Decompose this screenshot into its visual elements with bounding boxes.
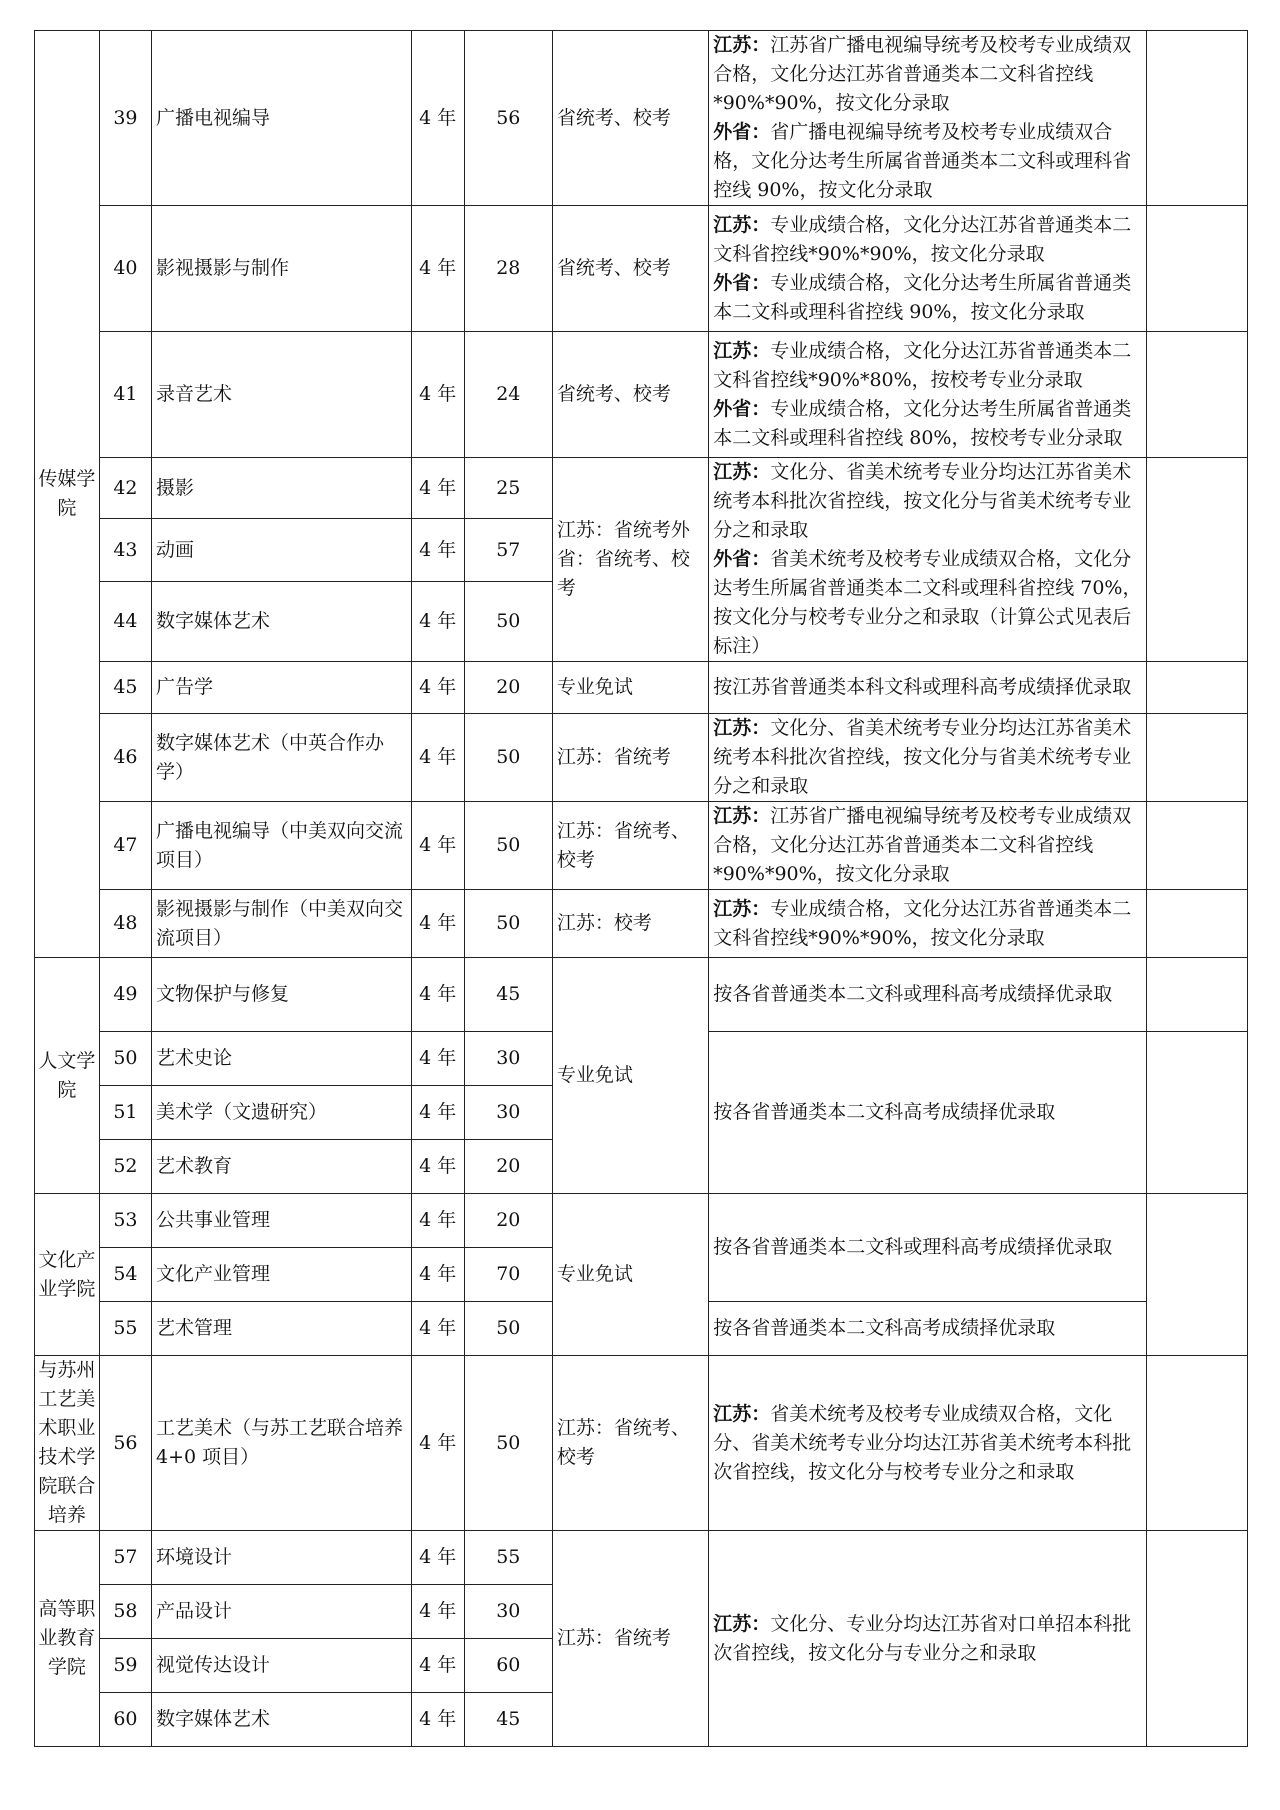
exam-type: 省统考、校考 (552, 31, 708, 206)
major-name: 摄影 (152, 458, 412, 519)
exam-type: 省统考、校考 (552, 206, 708, 332)
major-name: 数字媒体艺术 (152, 581, 412, 661)
quota: 25 (464, 458, 552, 519)
major-name: 广告学 (152, 662, 412, 714)
quota: 20 (464, 1140, 552, 1194)
remark-cell (1147, 1531, 1248, 1747)
table-row (35, 1531, 1248, 1585)
duration: 4 年 (411, 332, 464, 458)
major-name: 广播电视编导（中美双向交流项目） (152, 802, 412, 890)
major-name: 广播电视编导 (152, 31, 412, 206)
major-name: 文化产业管理 (152, 1248, 412, 1302)
quota: 20 (464, 662, 552, 714)
duration: 4 年 (411, 31, 464, 206)
quota: 55 (464, 1531, 552, 1585)
exam-type: 专业免试 (552, 1194, 708, 1356)
quota: 50 (464, 714, 552, 802)
duration: 4 年 (411, 958, 464, 1032)
duration: 4 年 (411, 802, 464, 890)
row-number: 59 (99, 1639, 151, 1693)
major-name: 数字媒体艺术 (152, 1693, 412, 1747)
exam-type: 专业免试 (552, 662, 708, 714)
quota: 30 (464, 1086, 552, 1140)
admission-rule: 江苏：江苏省广播电视编导统考及校考专业成绩双合格，文化分达江苏省普通类本二文科省控线*90%*90%，按文化分录取 外省：省广播电视编导统考及校考专业成绩双合格，文化分达考生所属省普通类本二文科或理科省控线 90%，按文化分录取 (709, 31, 1147, 206)
duration: 4 年 (411, 581, 464, 661)
quota: 70 (464, 1248, 552, 1302)
table-row (35, 206, 1248, 332)
quota: 30 (464, 1585, 552, 1639)
remark-cell (1147, 206, 1248, 332)
table-row (35, 1194, 1248, 1248)
duration: 4 年 (411, 519, 464, 581)
quota: 56 (464, 31, 552, 206)
table-row (35, 890, 1248, 958)
admissions-table (34, 30, 1248, 1747)
row-number: 39 (99, 31, 151, 206)
college-cell: 与苏州工艺美术职业技术学院联合培养 (35, 1356, 100, 1531)
duration: 4 年 (411, 1032, 464, 1086)
exam-type: 江苏：省统考外省：省统考、校考 (552, 458, 708, 662)
row-number: 40 (99, 206, 151, 332)
row-number: 50 (99, 1032, 151, 1086)
table-row (35, 1356, 1248, 1531)
row-number: 52 (99, 1140, 151, 1194)
duration: 4 年 (411, 1086, 464, 1140)
major-name: 文物保护与修复 (152, 958, 412, 1032)
major-name: 工艺美术（与苏工艺联合培养 4+0 项目） (152, 1356, 412, 1531)
admission-rule: 按各省普通类本二文科或理科高考成绩择优录取 (709, 1194, 1147, 1302)
major-name: 录音艺术 (152, 332, 412, 458)
duration: 4 年 (411, 1356, 464, 1531)
college-cell: 传媒学院 (35, 31, 100, 958)
remark-cell (1147, 662, 1248, 714)
college-cell: 人文学院 (35, 958, 100, 1194)
remark-cell (1147, 958, 1248, 1032)
row-number: 43 (99, 519, 151, 581)
duration: 4 年 (411, 890, 464, 958)
exam-type: 省统考、校考 (552, 332, 708, 458)
quota: 20 (464, 1194, 552, 1248)
table-row (35, 802, 1248, 890)
table-row (35, 714, 1248, 802)
quota: 45 (464, 1693, 552, 1747)
remark-cell (1147, 1194, 1248, 1356)
table-row (35, 31, 1248, 206)
duration: 4 年 (411, 714, 464, 802)
row-number: 54 (99, 1248, 151, 1302)
admission-rule: 江苏：专业成绩合格，文化分达江苏省普通类本二文科省控线*90%*90%，按文化分录取 (709, 890, 1147, 958)
remark-cell (1147, 1032, 1248, 1194)
row-number: 53 (99, 1194, 151, 1248)
table-row (35, 332, 1248, 458)
major-name: 美术学（文遗研究） (152, 1086, 412, 1140)
row-number: 49 (99, 958, 151, 1032)
table-row (35, 662, 1248, 714)
admission-rule: 按各省普通类本二文科高考成绩择优录取 (709, 1302, 1147, 1356)
remark-cell (1147, 458, 1248, 662)
duration: 4 年 (411, 1140, 464, 1194)
row-number: 41 (99, 332, 151, 458)
remark-cell (1147, 1356, 1248, 1531)
admission-rule: 江苏：专业成绩合格，文化分达江苏省普通类本二文科省控线*90%*90%，按文化分录取 外省：专业成绩合格，文化分达考生所属省普通类本二文科或理科省控线 90%，按文化分录取 (709, 206, 1147, 332)
remark-cell (1147, 714, 1248, 802)
major-name: 公共事业管理 (152, 1194, 412, 1248)
duration: 4 年 (411, 1194, 464, 1248)
quota: 28 (464, 206, 552, 332)
admission-rule: 江苏：文化分、省美术统考专业分均达江苏省美术统考本科批次省控线，按文化分与省美术统考专业分之和录取 (709, 714, 1147, 802)
college-cell: 高等职业教育学院 (35, 1531, 100, 1747)
quota: 24 (464, 332, 552, 458)
admission-rule: 按江苏省普通类本科文科或理科高考成绩择优录取 (709, 662, 1147, 714)
exam-type: 江苏：校考 (552, 890, 708, 958)
duration: 4 年 (411, 206, 464, 332)
admission-rule: 按各省普通类本二文科高考成绩择优录取 (709, 1032, 1147, 1194)
admission-rule: 按各省普通类本二文科或理科高考成绩择优录取 (709, 958, 1147, 1032)
quota: 60 (464, 1639, 552, 1693)
major-name: 视觉传达设计 (152, 1639, 412, 1693)
major-name: 影视摄影与制作（中美双向交流项目） (152, 890, 412, 958)
college-cell: 文化产业学院 (35, 1194, 100, 1356)
exam-type: 江苏：省统考 (552, 714, 708, 802)
row-number: 46 (99, 714, 151, 802)
quota: 45 (464, 958, 552, 1032)
row-number: 47 (99, 802, 151, 890)
quota: 30 (464, 1032, 552, 1086)
exam-type: 江苏：省统考、校考 (552, 802, 708, 890)
major-name: 艺术管理 (152, 1302, 412, 1356)
quota: 50 (464, 1356, 552, 1531)
remark-cell (1147, 802, 1248, 890)
table-row (35, 958, 1248, 1032)
remark-cell (1147, 31, 1248, 206)
admission-rule: 江苏：省美术统考及校考专业成绩双合格，文化分、省美术统考专业分均达江苏省美术统考本科批次省控线，按文化分与校考专业分之和录取 (709, 1356, 1147, 1531)
row-number: 56 (99, 1356, 151, 1531)
table-row (35, 458, 1248, 519)
duration: 4 年 (411, 1693, 464, 1747)
major-name: 艺术教育 (152, 1140, 412, 1194)
duration: 4 年 (411, 662, 464, 714)
exam-type: 江苏：省统考、校考 (552, 1356, 708, 1531)
duration: 4 年 (411, 458, 464, 519)
major-name: 艺术史论 (152, 1032, 412, 1086)
row-number: 55 (99, 1302, 151, 1356)
major-name: 动画 (152, 519, 412, 581)
row-number: 51 (99, 1086, 151, 1140)
admission-rule: 江苏：江苏省广播电视编导统考及校考专业成绩双合格，文化分达江苏省普通类本二文科省控线*90%*90%，按文化分录取 (709, 802, 1147, 890)
major-name: 数字媒体艺术（中英合作办学） (152, 714, 412, 802)
major-name: 环境设计 (152, 1531, 412, 1585)
quota: 50 (464, 802, 552, 890)
duration: 4 年 (411, 1639, 464, 1693)
row-number: 57 (99, 1531, 151, 1585)
duration: 4 年 (411, 1531, 464, 1585)
quota: 50 (464, 581, 552, 661)
row-number: 44 (99, 581, 151, 661)
quota: 57 (464, 519, 552, 581)
admission-rule: 江苏：文化分、专业分均达江苏省对口单招本科批次省控线，按文化分与专业分之和录取 (709, 1531, 1147, 1747)
remark-cell (1147, 890, 1248, 958)
major-name: 影视摄影与制作 (152, 206, 412, 332)
major-name: 产品设计 (152, 1585, 412, 1639)
admission-rule: 江苏：文化分、省美术统考专业分均达江苏省美术统考本科批次省控线，按文化分与省美术统考专业分之和录取 外省：省美术统考及校考专业成绩双合格，文化分达考生所属省普通类本二文科或理科省控线 70%，按文化分与校考专业分之和录取（计算公式见表后标注） (709, 458, 1147, 662)
exam-type: 江苏：省统考 (552, 1531, 708, 1747)
remark-cell (1147, 332, 1248, 458)
duration: 4 年 (411, 1248, 464, 1302)
row-number: 58 (99, 1585, 151, 1639)
quota: 50 (464, 1302, 552, 1356)
quota: 50 (464, 890, 552, 958)
row-number: 60 (99, 1693, 151, 1747)
duration: 4 年 (411, 1302, 464, 1356)
admission-rule: 江苏：专业成绩合格，文化分达江苏省普通类本二文科省控线*90%*80%，按校考专业分录取 外省：专业成绩合格，文化分达考生所属省普通类本二文科或理科省控线 80%，按校考专业分录取 (709, 332, 1147, 458)
row-number: 42 (99, 458, 151, 519)
exam-type: 专业免试 (552, 958, 708, 1194)
duration: 4 年 (411, 1585, 464, 1639)
row-number: 45 (99, 662, 151, 714)
row-number: 48 (99, 890, 151, 958)
